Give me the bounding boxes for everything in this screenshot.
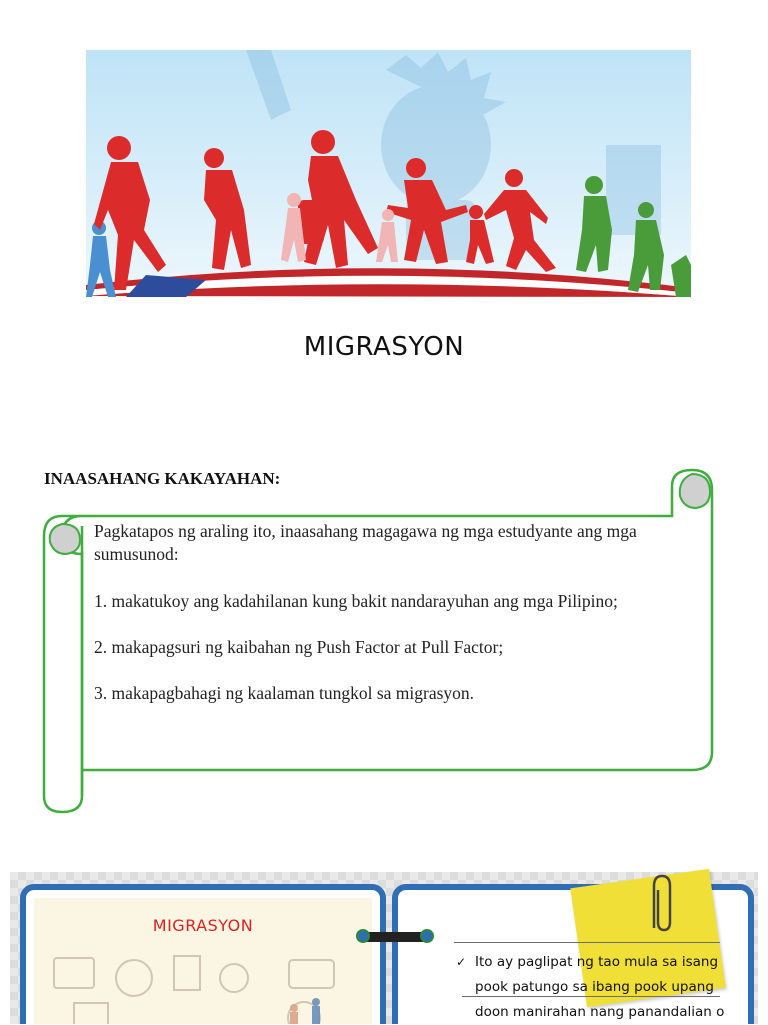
left-panel-background	[34, 898, 372, 1024]
migration-banner-image	[86, 50, 691, 297]
note-line	[454, 942, 720, 943]
left-panel-title: MIGRASYON	[152, 916, 254, 935]
migration-people-illustration	[86, 50, 691, 297]
objective-item-2: 2. makapagsuri ng kaibahan ng Push Factor at Pull Factor;	[94, 637, 504, 657]
binder-ring	[360, 932, 430, 942]
definition-line-1: Ito ay paglipat ng tao mula sa isang	[475, 954, 719, 970]
left-notebook-panel	[20, 884, 386, 1024]
migration-definition	[454, 950, 754, 1025]
objectives-text	[94, 520, 694, 705]
definition-line-2: pook patungo sa ibang pook upang	[475, 979, 714, 995]
definition-line-3: doon manirahan nang panandalian o	[475, 1004, 725, 1020]
objective-item-1: 1. makatukoy ang kadahilanan kung bakit nandarayuhan ang mga Pilipino;	[94, 591, 618, 611]
page-title: MIGRASYON	[303, 332, 465, 362]
paperclip-icon	[644, 872, 680, 936]
objectives-intro-line1: Pagkatapos ng araling ito, inaasahang magagawa ng mga estudyante ang mga	[94, 521, 637, 541]
travel-stamps-icon	[44, 948, 374, 1024]
check-mark-icon: ✓	[456, 955, 467, 969]
objectives-intro-line2: sumusunod:	[94, 544, 179, 564]
objectives-heading: INAASAHANG KAKAYAHAN:	[44, 469, 281, 488]
objective-item-3: 3. makapagbahagi ng kaalaman tungkol sa migrasyon.	[94, 683, 475, 703]
